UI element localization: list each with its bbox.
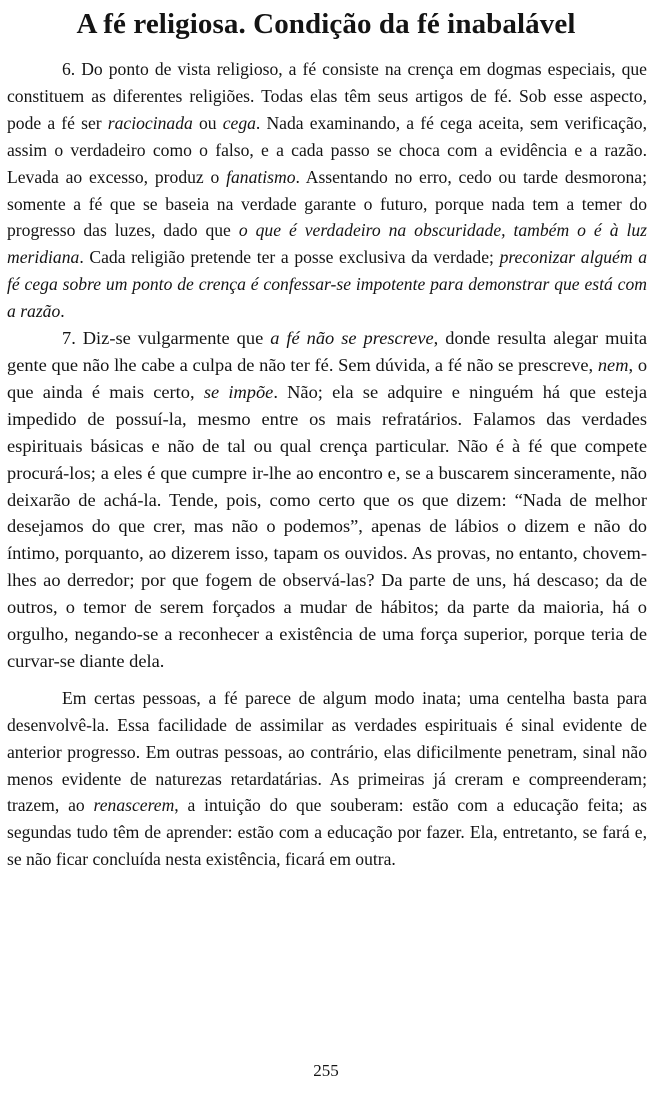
paragraph-6: [7, 56, 647, 325]
text-run: .: [60, 301, 65, 322]
italic-text-run: o que é verdadeiro na obscuridade, também o é à luz meridiana: [7, 220, 647, 268]
text-run: , donde resulta alegar muita gente que não lhe cabe a culpa de não ter fé. Sem dúvida, a fé não se prescreve,: [7, 328, 647, 375]
text-run: . Cada religião pretende ter a posse exclusiva da verdade;: [79, 247, 500, 268]
italic-text-run: nem: [597, 354, 629, 375]
italic-text-run: a fé não se prescreve: [270, 328, 434, 349]
paragraph-inate-faith: [7, 685, 647, 873]
text-run: ou: [192, 112, 223, 133]
text-run: , o que ainda é mais certo,: [7, 354, 648, 402]
text-run: Em certas pessoas, a fé parece de algum modo inata; uma centelha basta para desenvolvê-la. Essa facilidade de assimilar as verdades espirituais é sinal evidente de anterior progresso. Em outras pessoas, ao contrário, elas dificilmente penetram, sinal não menos evidente de naturezas retardatárias. As primeiras já creram e compreenderam; trazem, ao: [7, 687, 647, 816]
text-run: , a intuição do que souberam: estão com a educação feita; as segundas tudo têm de aprender: estão com a educação por fazer. Ela, entretanto, se fará e, se não ficar concluída nesta existência, ficará em outra.: [7, 795, 647, 870]
text-run: 7. Diz-se vulgarmente que: [62, 328, 271, 349]
text-run: . Não; ela se adquire e ninguém há que esteja impedido de possuí-la, mesmo entre os mais refratários. Falamos das verdades espirituais básicas e não de tal ou qual crença particular. Não é à fé que compete procurá-los; a eles é que cumpre ir-lhe ao encontro e, se a buscarem sinceramente, não deixarão de achá-la. Tende, pois, como certo que os que dizem: “Nada de melhor desejamos do que crer, mas não o podemos”, apenas de lábios o dizem e não do íntimo, porquanto, ao dizerem isso, tapam os ouvidos. As provas, no entanto, chovem-lhes ao derredor; por que fogem de observá-las? Da parte de uns, há descaso; da de outros, o temor de serem forçados a mudar de hábitos; da parte da maioria, há o orgulho, negando-se a reconhecer a existência de uma força superior, porque teria de curvar-se diante dela.: [7, 381, 647, 671]
italic-text-run: fanatismo: [226, 166, 296, 187]
page-number: 255: [313, 1061, 339, 1080]
text-run: 6. Do ponto de vista religioso, a fé consiste na crença em dogmas especiais, que constituem as diferentes religiões. Todas elas têm seus artigos de fé. Sob esse aspecto, pode a fé ser: [7, 59, 647, 133]
italic-text-run: preconizar alguém a fé cega sobre um ponto de crença é confessar-se impotente para demonstrar que está com a razão: [7, 247, 647, 322]
text-run: . Nada examinando, a fé cega aceita, sem verificação, assim o verdadeiro como o falso, e a cada passo se choca com a evidência e a razão. Levada ao excesso, produz o: [7, 112, 647, 187]
body-text: [7, 56, 647, 873]
italic-text-run: se impõe: [203, 381, 274, 402]
italic-text-run: renascerem: [93, 795, 175, 816]
italic-text-run: cega: [222, 112, 256, 133]
italic-text-run: raciocinada: [107, 112, 193, 133]
paragraph-7: [7, 325, 647, 675]
page-title: A fé religiosa. Condição da fé inabalável: [76, 8, 576, 40]
text-run: . Assentando no erro, cedo ou tarde desmorona; somente a fé que se baseia na verdade garante o futuro, porque nada tem a temer do progresso das luzes, dado que: [7, 166, 647, 241]
